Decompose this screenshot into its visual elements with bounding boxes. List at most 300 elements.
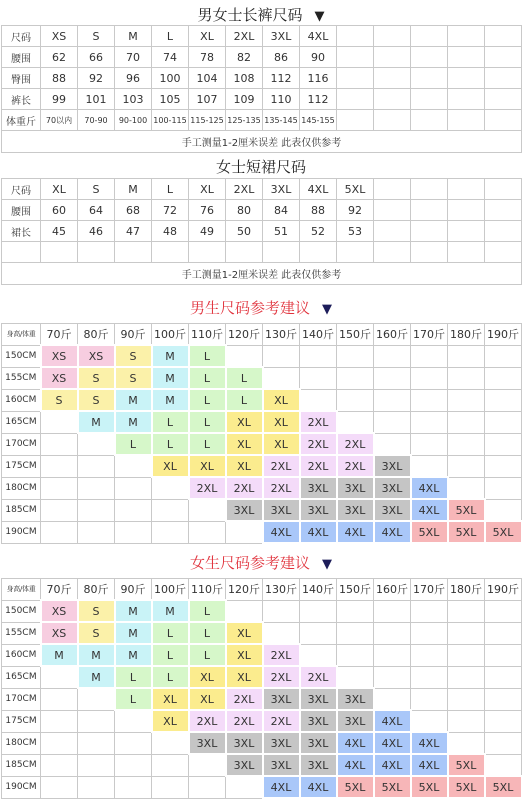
triangle-down-icon: ▼: [322, 302, 332, 317]
size-cell: 2XL: [300, 455, 337, 477]
size-cell: 3XL: [226, 754, 263, 776]
table-row: [2, 776, 522, 798]
size-cell: L: [189, 600, 226, 622]
size-cell: L: [115, 688, 152, 710]
table-cell: 108: [226, 68, 263, 89]
size-cell: 3XL: [374, 455, 411, 477]
size-cell: [485, 600, 522, 622]
size-cell: [78, 776, 115, 798]
size-cell: M: [41, 644, 78, 666]
size-cell: 2XL: [337, 455, 374, 477]
size-cell: [448, 455, 485, 477]
size-cell: [411, 600, 448, 622]
table-cell: 2XL: [226, 26, 263, 47]
size-cell: 3XL: [263, 688, 300, 710]
size-cell: [78, 732, 115, 754]
size-cell: [189, 499, 226, 521]
table-cell: [448, 110, 485, 131]
size-cell: [226, 776, 263, 798]
table-cell: S: [78, 26, 115, 47]
weight-header: 120斤: [226, 324, 263, 346]
size-cell: [485, 411, 522, 433]
row-label: 腰围: [2, 200, 41, 221]
size-cell: [263, 622, 300, 644]
size-cell: 5XL: [485, 776, 522, 798]
height-label: 170CM: [2, 433, 41, 455]
size-cell: [374, 622, 411, 644]
size-cell: L: [189, 622, 226, 644]
size-cell: [485, 477, 522, 499]
table-cell: [300, 242, 337, 263]
table-row: [2, 411, 522, 433]
table-cell: [448, 221, 485, 242]
weight-header: 140斤: [300, 324, 337, 346]
table-cell: 135-145: [263, 110, 300, 131]
table-cell: [485, 221, 522, 242]
table-cell: [448, 26, 485, 47]
size-cell: XL: [226, 644, 263, 666]
table-row: [2, 389, 522, 411]
table-cell: 3XL: [263, 26, 300, 47]
size-cell: 4XL: [337, 521, 374, 543]
table-cell: [152, 242, 189, 263]
row-label: [2, 242, 41, 263]
size-cell: 3XL: [337, 477, 374, 499]
size-cell: [41, 477, 78, 499]
size-cell: [337, 389, 374, 411]
size-cell: 4XL: [300, 521, 337, 543]
size-cell: [485, 732, 522, 754]
size-cell: [448, 666, 485, 688]
table-cell: 116: [300, 68, 337, 89]
size-cell: [226, 345, 263, 367]
table-cell: M: [115, 179, 152, 200]
size-cell: [300, 345, 337, 367]
women-size-guide-table: [1, 578, 522, 799]
size-cell: [41, 521, 78, 543]
size-cell: 5XL: [485, 521, 522, 543]
size-cell: M: [152, 345, 189, 367]
size-cell: [337, 600, 374, 622]
table-cell: 92: [78, 68, 115, 89]
table-cell: [337, 89, 374, 110]
table-cell: 70以内: [41, 110, 78, 131]
table-cell: 115-125: [189, 110, 226, 131]
size-cell: XL: [189, 455, 226, 477]
size-cell: [41, 710, 78, 732]
table-cell: [374, 89, 411, 110]
size-cell: 3XL: [263, 732, 300, 754]
size-cell: 3XL: [374, 477, 411, 499]
table-cell: M: [115, 26, 152, 47]
table-cell: [448, 68, 485, 89]
row-label: 裤长: [2, 89, 41, 110]
size-cell: 2XL: [300, 433, 337, 455]
table-row: [2, 521, 522, 543]
size-cell: [337, 666, 374, 688]
table-cell: [374, 221, 411, 242]
size-cell: [115, 455, 152, 477]
size-cell: M: [115, 600, 152, 622]
size-cell: [411, 622, 448, 644]
size-cell: [189, 776, 226, 798]
size-cell: [115, 710, 152, 732]
height-label: 180CM: [2, 477, 41, 499]
size-cell: [448, 710, 485, 732]
skirt-size-title: [0, 156, 522, 177]
size-cell: [485, 666, 522, 688]
size-cell: [300, 622, 337, 644]
size-cell: [41, 411, 78, 433]
size-cell: 3XL: [300, 732, 337, 754]
size-cell: 4XL: [374, 521, 411, 543]
table-cell: [411, 110, 448, 131]
weight-header: 90斤: [115, 324, 152, 346]
table-cell: [337, 26, 374, 47]
size-cell: L: [226, 367, 263, 389]
weight-header: 130斤: [263, 579, 300, 601]
size-cell: 4XL: [374, 732, 411, 754]
triangle-down-icon: ▼: [322, 557, 332, 572]
weight-header: 190斤: [485, 579, 522, 601]
table-row: [2, 732, 522, 754]
height-label: 185CM: [2, 754, 41, 776]
size-cell: [300, 600, 337, 622]
size-cell: [411, 688, 448, 710]
size-cell: XS: [41, 345, 78, 367]
weight-header: 100斤: [152, 324, 189, 346]
size-cell: XL: [226, 666, 263, 688]
size-cell: M: [152, 389, 189, 411]
size-cell: [115, 499, 152, 521]
size-cell: 5XL: [374, 776, 411, 798]
size-cell: 2XL: [300, 411, 337, 433]
weight-header: 160斤: [374, 324, 411, 346]
table-row: [2, 68, 522, 89]
size-cell: XS: [78, 345, 115, 367]
weight-header: 90斤: [115, 579, 152, 601]
size-cell: 4XL: [374, 710, 411, 732]
size-cell: XL: [152, 688, 189, 710]
table-row: [2, 26, 522, 47]
skirt-size-title-text: 女士短裙尺码: [215, 158, 306, 176]
size-cell: 3XL: [300, 710, 337, 732]
size-cell: [448, 433, 485, 455]
size-cell: 4XL: [411, 499, 448, 521]
size-cell: [115, 477, 152, 499]
table-cell: 70-90: [78, 110, 115, 131]
table-cell: 110: [263, 89, 300, 110]
size-cell: [152, 521, 189, 543]
size-cell: [448, 644, 485, 666]
size-cell: [485, 455, 522, 477]
size-cell: XL: [152, 710, 189, 732]
size-cell: [448, 622, 485, 644]
size-cell: [152, 732, 189, 754]
height-label: 160CM: [2, 644, 41, 666]
size-cell: 4XL: [411, 754, 448, 776]
size-cell: L: [115, 433, 152, 455]
size-cell: XS: [41, 622, 78, 644]
table-cell: 66: [78, 47, 115, 68]
size-cell: 2XL: [263, 710, 300, 732]
size-cell: 4XL: [411, 477, 448, 499]
size-cell: L: [115, 666, 152, 688]
table-cell: [337, 47, 374, 68]
size-cell: M: [78, 411, 115, 433]
table-row: [2, 688, 522, 710]
table-cell: 107: [189, 89, 226, 110]
table-cell: [485, 89, 522, 110]
table-cell: S: [78, 179, 115, 200]
height-label: 185CM: [2, 499, 41, 521]
size-cell: [41, 732, 78, 754]
table-cell: 48: [152, 221, 189, 242]
table-cell: 52: [300, 221, 337, 242]
size-cell: S: [115, 345, 152, 367]
size-cell: [411, 710, 448, 732]
size-cell: 4XL: [337, 732, 374, 754]
height-label: 155CM: [2, 622, 41, 644]
size-cell: [152, 499, 189, 521]
table-cell: L: [152, 179, 189, 200]
table-cell: [411, 68, 448, 89]
men-size-guide-title: [0, 297, 522, 318]
table-cell: [226, 242, 263, 263]
table-cell: 84: [263, 200, 300, 221]
size-cell: [152, 754, 189, 776]
size-cell: [485, 345, 522, 367]
size-cell: L: [189, 411, 226, 433]
size-cell: [448, 367, 485, 389]
size-cell: XL: [226, 455, 263, 477]
size-cell: 3XL: [337, 499, 374, 521]
size-cell: [300, 367, 337, 389]
size-cell: [115, 776, 152, 798]
size-cell: 4XL: [337, 754, 374, 776]
table-cell: 101: [78, 89, 115, 110]
size-cell: 3XL: [226, 732, 263, 754]
size-cell: 2XL: [337, 433, 374, 455]
height-label: 150CM: [2, 600, 41, 622]
pants-size-title-text: 男女士长裤尺码: [197, 6, 303, 24]
size-cell: XS: [41, 600, 78, 622]
table-cell: 45: [41, 221, 78, 242]
size-cell: 3XL: [300, 754, 337, 776]
table-cell: XL: [189, 26, 226, 47]
size-cell: XL: [189, 688, 226, 710]
weight-header: 100斤: [152, 579, 189, 601]
table-cell: 82: [226, 47, 263, 68]
size-cell: XL: [263, 411, 300, 433]
table-row: [2, 710, 522, 732]
size-cell: 2XL: [263, 455, 300, 477]
size-cell: [189, 521, 226, 543]
size-cell: [263, 600, 300, 622]
table-cell: [337, 110, 374, 131]
size-cell: XL: [226, 411, 263, 433]
weight-header: 180斤: [448, 324, 485, 346]
size-cell: L: [152, 666, 189, 688]
size-cell: 3XL: [263, 499, 300, 521]
table-row: [2, 600, 522, 622]
height-label: 155CM: [2, 367, 41, 389]
table-cell: XS: [41, 26, 78, 47]
size-cell: [152, 477, 189, 499]
size-cell: L: [152, 644, 189, 666]
size-cell: [300, 389, 337, 411]
size-cell: [78, 455, 115, 477]
table-row: [2, 89, 522, 110]
size-cell: [448, 345, 485, 367]
height-label: 175CM: [2, 710, 41, 732]
size-cell: L: [152, 433, 189, 455]
height-label: 175CM: [2, 455, 41, 477]
table-cell: [374, 68, 411, 89]
weight-header: 150斤: [337, 324, 374, 346]
pants-size-title: [0, 4, 522, 25]
weight-header: 80斤: [78, 324, 115, 346]
table-cell: [115, 242, 152, 263]
size-cell: [189, 754, 226, 776]
table-cell: [448, 200, 485, 221]
table-row: [2, 477, 522, 499]
table-cell: XL: [41, 179, 78, 200]
table-cell: 46: [78, 221, 115, 242]
size-cell: [411, 433, 448, 455]
size-cell: M: [78, 644, 115, 666]
size-cell: [411, 367, 448, 389]
size-cell: [41, 688, 78, 710]
table-cell: [411, 242, 448, 263]
table-cell: [41, 242, 78, 263]
table-cell: L: [152, 26, 189, 47]
size-cell: [411, 389, 448, 411]
size-cell: M: [115, 644, 152, 666]
table-cell: [78, 242, 115, 263]
size-cell: M: [115, 389, 152, 411]
skirt-size-table: [1, 178, 522, 285]
table-cell: 112: [300, 89, 337, 110]
weight-header: 70斤: [41, 324, 78, 346]
table-row: [2, 367, 522, 389]
weight-header: 170斤: [411, 324, 448, 346]
table-row: [2, 131, 522, 153]
size-cell: [374, 367, 411, 389]
size-cell: [485, 644, 522, 666]
table-cell: [448, 242, 485, 263]
table-row: [2, 345, 522, 367]
table-cell: [485, 110, 522, 131]
table-row: [2, 47, 522, 68]
table-cell: 80: [226, 200, 263, 221]
size-cell: [411, 644, 448, 666]
size-cell: [485, 754, 522, 776]
size-cell: XL: [263, 389, 300, 411]
table-cell: [411, 89, 448, 110]
size-cell: [78, 710, 115, 732]
table-cell: 70: [115, 47, 152, 68]
header-row: [2, 324, 522, 346]
size-cell: 3XL: [300, 499, 337, 521]
size-cell: [337, 622, 374, 644]
table-cell: [485, 26, 522, 47]
row-label: 尺码: [2, 179, 41, 200]
table-cell: 88: [41, 68, 78, 89]
table-cell: 96: [115, 68, 152, 89]
size-cell: [485, 367, 522, 389]
size-cell: [374, 688, 411, 710]
size-cell: [152, 776, 189, 798]
height-label: 165CM: [2, 666, 41, 688]
size-cell: [411, 345, 448, 367]
size-cell: [337, 411, 374, 433]
size-cell: [374, 644, 411, 666]
table-cell: 4XL: [300, 26, 337, 47]
size-cell: 5XL: [411, 776, 448, 798]
table-row: [2, 110, 522, 131]
table-cell: 86: [263, 47, 300, 68]
height-label: 165CM: [2, 411, 41, 433]
table-row: [2, 455, 522, 477]
height-label: 180CM: [2, 732, 41, 754]
size-cell: [485, 499, 522, 521]
size-cell: 2XL: [226, 710, 263, 732]
table-cell: 90-100: [115, 110, 152, 131]
table-cell: [411, 26, 448, 47]
men-size-guide-title-text: 男生尺码参考建议: [189, 299, 310, 317]
size-cell: XL: [226, 433, 263, 455]
size-cell: 2XL: [189, 477, 226, 499]
size-cell: 3XL: [300, 477, 337, 499]
size-cell: 5XL: [337, 776, 374, 798]
weight-header: 80斤: [78, 579, 115, 601]
size-cell: S: [78, 389, 115, 411]
size-cell: 5XL: [448, 776, 485, 798]
height-label: 150CM: [2, 345, 41, 367]
size-cell: 4XL: [374, 754, 411, 776]
table-cell: [448, 47, 485, 68]
size-cell: 5XL: [448, 521, 485, 543]
size-cell: XL: [263, 433, 300, 455]
size-cell: S: [78, 600, 115, 622]
size-cell: [485, 688, 522, 710]
table-cell: 72: [152, 200, 189, 221]
row-label: 体重斤: [2, 110, 41, 131]
corner-label: 身高/体重: [2, 324, 41, 346]
table-cell: [189, 242, 226, 263]
size-cell: [448, 389, 485, 411]
size-cell: [41, 455, 78, 477]
row-label: 腰围: [2, 47, 41, 68]
table-cell: [374, 242, 411, 263]
table-cell: 99: [41, 89, 78, 110]
table-cell: 3XL: [263, 179, 300, 200]
pants-size-table: [1, 25, 522, 153]
size-cell: [226, 600, 263, 622]
size-cell: L: [189, 389, 226, 411]
size-cell: 2XL: [226, 688, 263, 710]
size-cell: [263, 345, 300, 367]
table-cell: [485, 242, 522, 263]
measurement-note: 手工测量1-2厘米误差 此表仅供参考: [2, 131, 522, 153]
size-cell: [78, 688, 115, 710]
height-label: 190CM: [2, 521, 41, 543]
size-cell: [374, 600, 411, 622]
table-cell: 49: [189, 221, 226, 242]
weight-header: 170斤: [411, 579, 448, 601]
table-row: [2, 263, 522, 285]
